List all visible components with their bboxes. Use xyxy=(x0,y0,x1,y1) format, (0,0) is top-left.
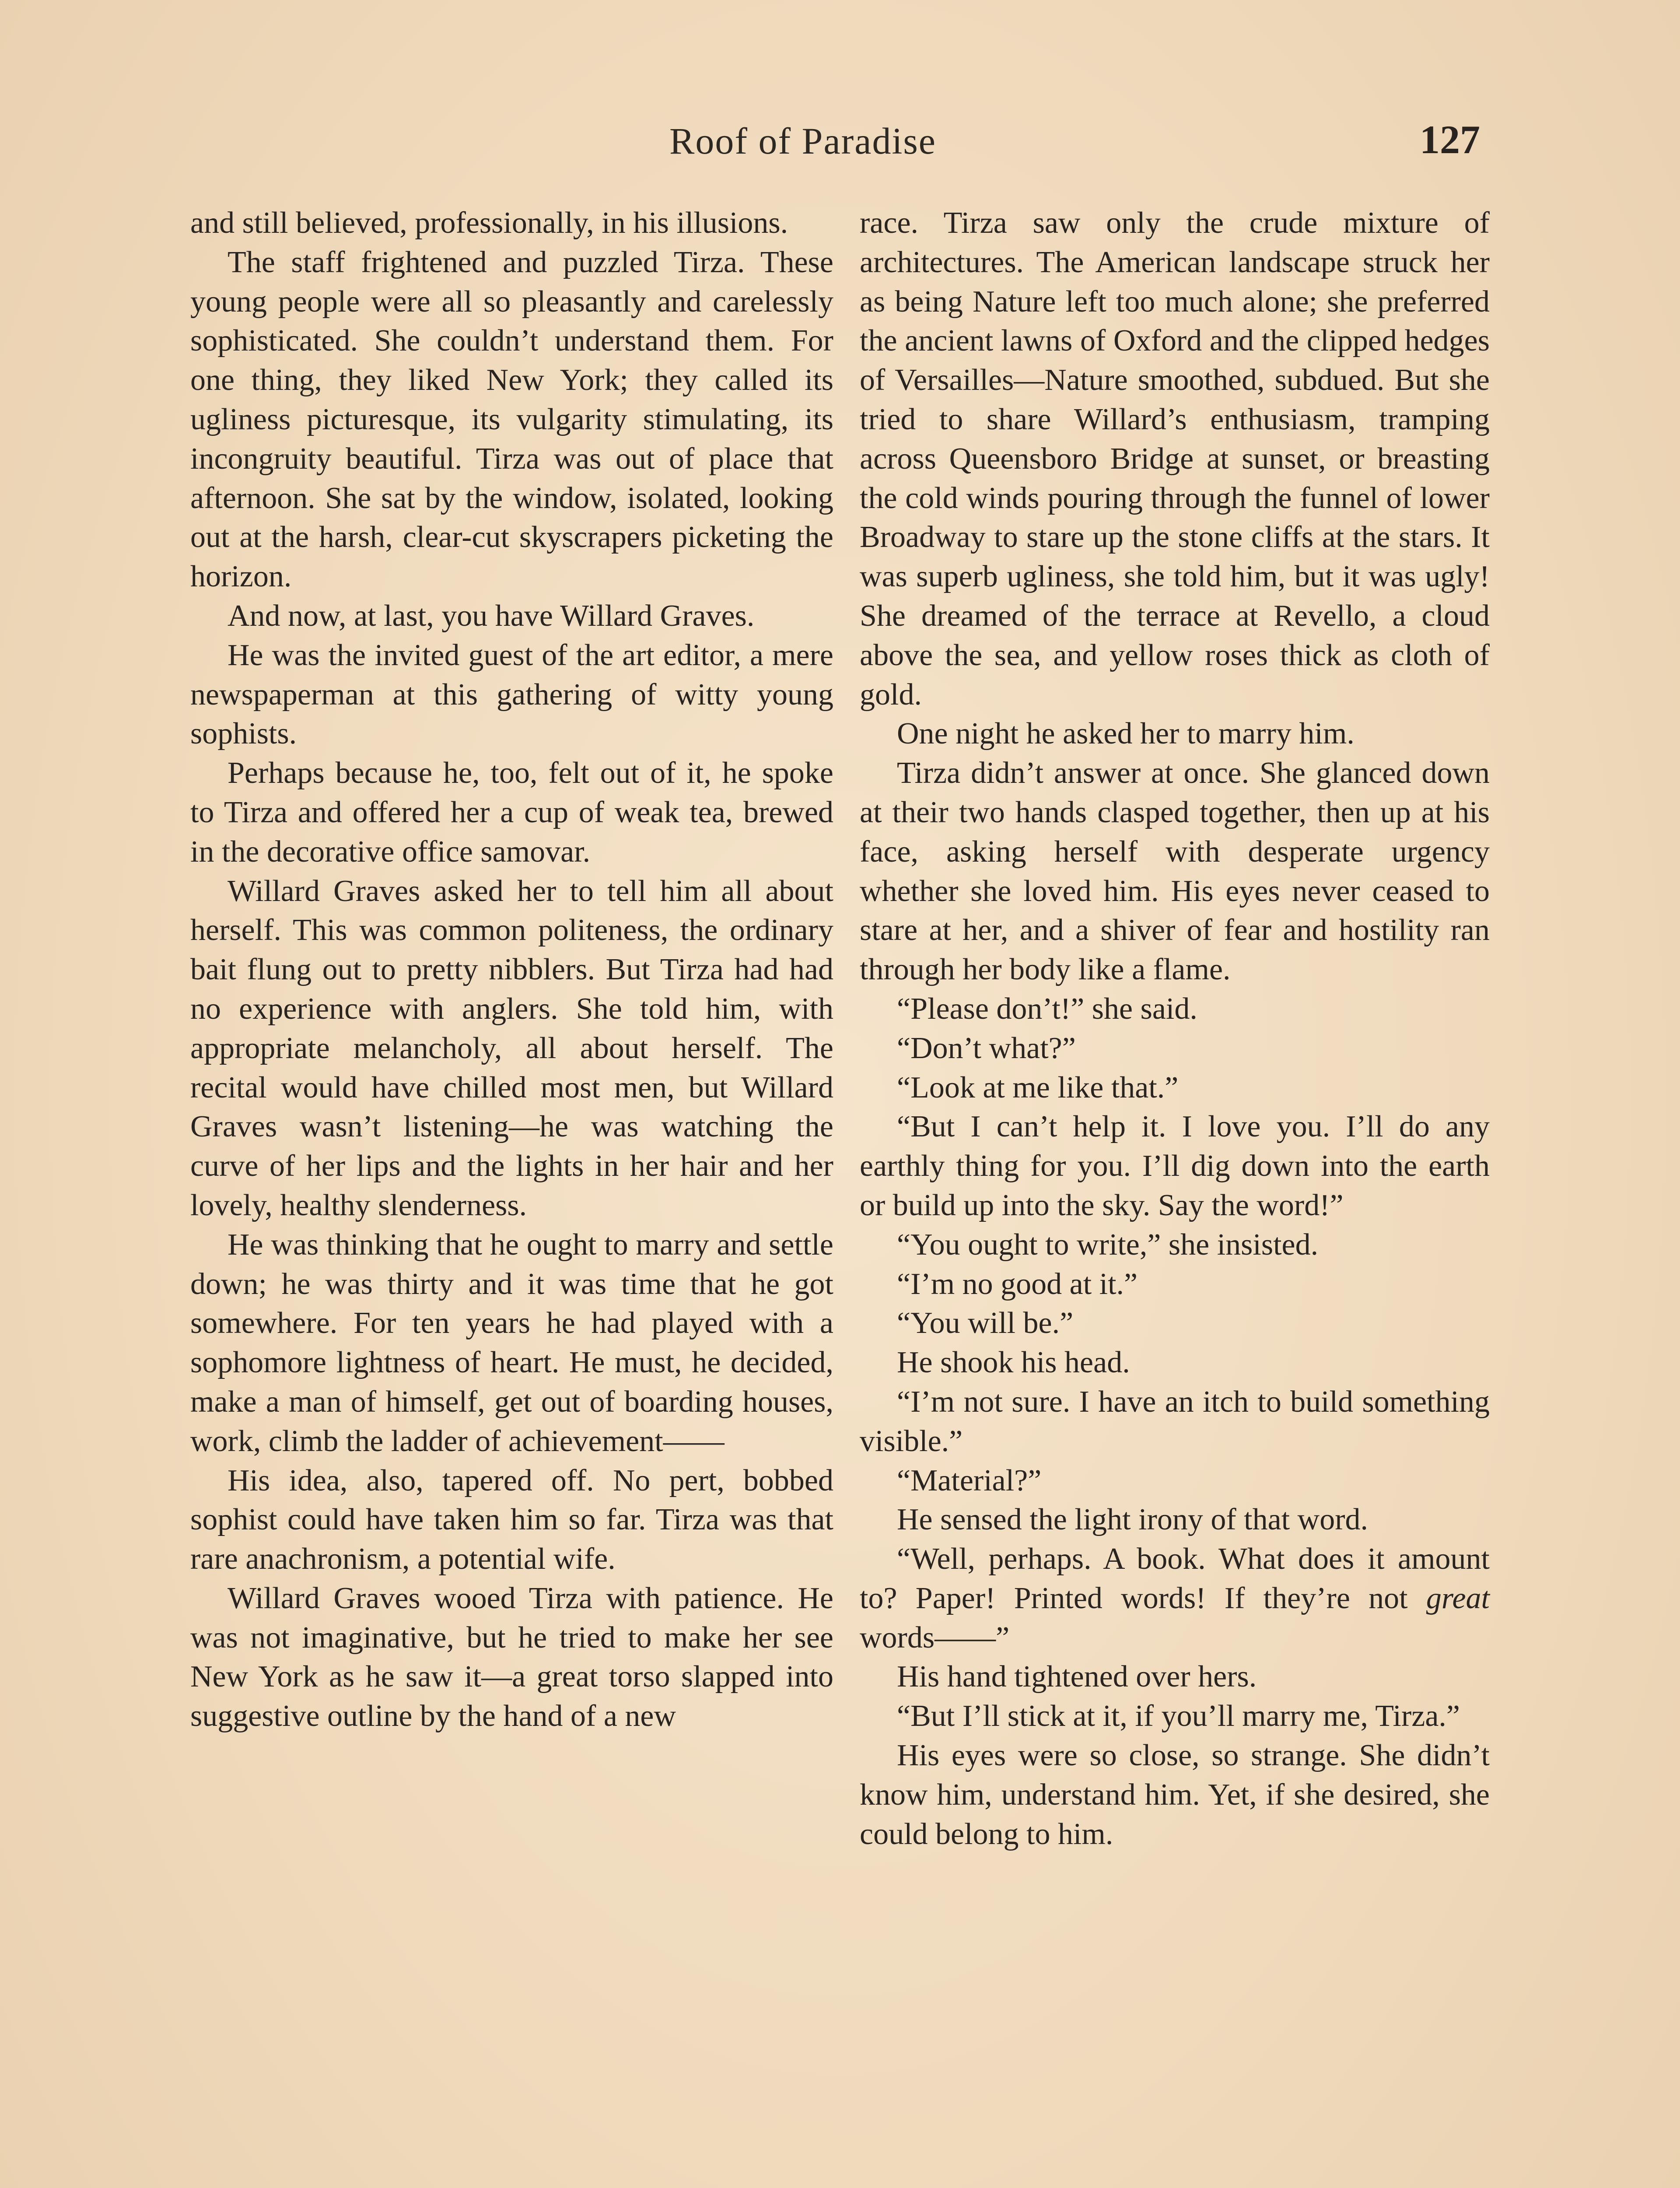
emphasis: great xyxy=(1426,1581,1490,1615)
paragraph: And now, at last, you have Willard Graves. xyxy=(228,599,755,633)
paragraph: Willard Graves wooed Tirza with patience. He was not imaginative, but he tried to make her see New York as he saw it—a great torso slapped into suggestive outline by the hand of a new xyxy=(190,1581,833,1733)
paragraph: Willard Graves asked her to tell him all about herself. This was common politeness, the ordinary bait flung out to pretty nibblers. But Tirza had had no experience with anglers. She told him, with appropriate melancholy, all about herself. The recital would have chilled most men, but Willard Graves wasn’t listening—he was watching the curve of her lips and the lights in her hair and her lovely, healthy slenderness. xyxy=(190,874,833,1222)
running-title: Roof of Paradise xyxy=(669,120,936,162)
paragraph: His idea, also, tapered off. No pert, bobbed sophist could have taken him so far. Tirza was that rare anachronism, a potential wife. xyxy=(190,1463,833,1576)
paragraph: He shook his head. xyxy=(897,1346,1130,1380)
paragraph: His hand tightened over hers. xyxy=(897,1660,1257,1694)
page-number: 127 xyxy=(1420,117,1480,162)
paragraph: “I’m not sure. I have an itch to build something visible.” xyxy=(860,1385,1490,1458)
paragraph: “Look at me like that.” xyxy=(897,1070,1179,1105)
paragraph: “Well, perhaps. A book. What does it amount to? Paper! Printed words! If they’re not great words——” xyxy=(860,1542,1490,1655)
paragraph: race. Tirza saw only the crude mixture of architectures. The American landscape struck her as being Nature left too much alone; she preferred the ancient lawns of Oxford and the clipped hedges of Versailles—Nature smoothed, subdued. But she tried to share Willard’s enthusiasm, tramping across Queensboro Bridge at sunset, or breasting the cold winds pouring through the funnel of lower Broadway to stare up the stone cliffs at the stars. It was superb ugliness, she told him, but it was ugly! She dreamed of the terrace at Revello, a cloud above the sea, and yellow roses thick as cloth of gold. xyxy=(860,206,1490,712)
right-column xyxy=(860,203,1490,1854)
paragraph: “I’m no good at it.” xyxy=(897,1267,1138,1301)
running-head xyxy=(0,119,1680,172)
paragraph: “Please don’t!” she said. xyxy=(897,992,1197,1026)
left-column xyxy=(190,203,833,1736)
paragraph: “But I’ll stick at it, if you’ll marry me, Tirza.” xyxy=(897,1699,1460,1733)
paragraph: and still believed, professionally, in his illusions. xyxy=(190,206,788,240)
paragraph: “But I can’t help it. I love you. I’ll do any earthly thing for you. I’ll dig down into the earth or build up into the sky. Say the word!” xyxy=(860,1110,1490,1222)
paragraph: “You will be.” xyxy=(897,1306,1074,1340)
paragraph: The staff frightened and puzzled Tirza. These young people were all so pleasantly and carelessly sophisticated. She couldn’t understand them. For one thing, they liked New York; they called its ugliness picturesque, its vulgarity stimulating, its incongruity beautiful. Tirza was out of place that afternoon. She sat by the window, isolated, looking out at the harsh, clear-cut skyscrapers picketing the horizon. xyxy=(190,245,833,594)
paragraph: He was the invited guest of the art editor, a mere newspaperman at this gathering of witty young sophists. xyxy=(190,638,833,751)
paragraph: He sensed the light irony of that word. xyxy=(897,1503,1368,1537)
paragraph: “You ought to write,” she insisted. xyxy=(897,1227,1319,1262)
paragraph: One night he asked her to marry him. xyxy=(897,717,1354,751)
paragraph: He was thinking that he ought to marry and settle down; he was thirty and it was time that he got somewhere. For ten years he had played with a sophomore lightness of heart. He must, he decided, make a man of himself, get out of boarding houses, work, climb the ladder of achievement—— xyxy=(190,1227,833,1458)
paragraph: “Don’t what?” xyxy=(897,1031,1076,1065)
paragraph: His eyes were so close, so strange. She didn’t know him, understand him. Yet, if she desired, she could belong to him. xyxy=(860,1739,1490,1851)
paragraph: Tirza didn’t answer at once. She glanced down at their two hands clasped together, then up at his face, asking herself with desperate urgency whether she loved him. His eyes never ceased to stare at her, and a shiver of fear and hostility ran through her body like a flame. xyxy=(860,756,1490,987)
paragraph: “Material?” xyxy=(897,1463,1042,1497)
paragraph: Perhaps because he, too, felt out of it, he spoke to Tirza and offered her a cup of weak tea, brewed in the decorative office samovar. xyxy=(190,756,833,869)
